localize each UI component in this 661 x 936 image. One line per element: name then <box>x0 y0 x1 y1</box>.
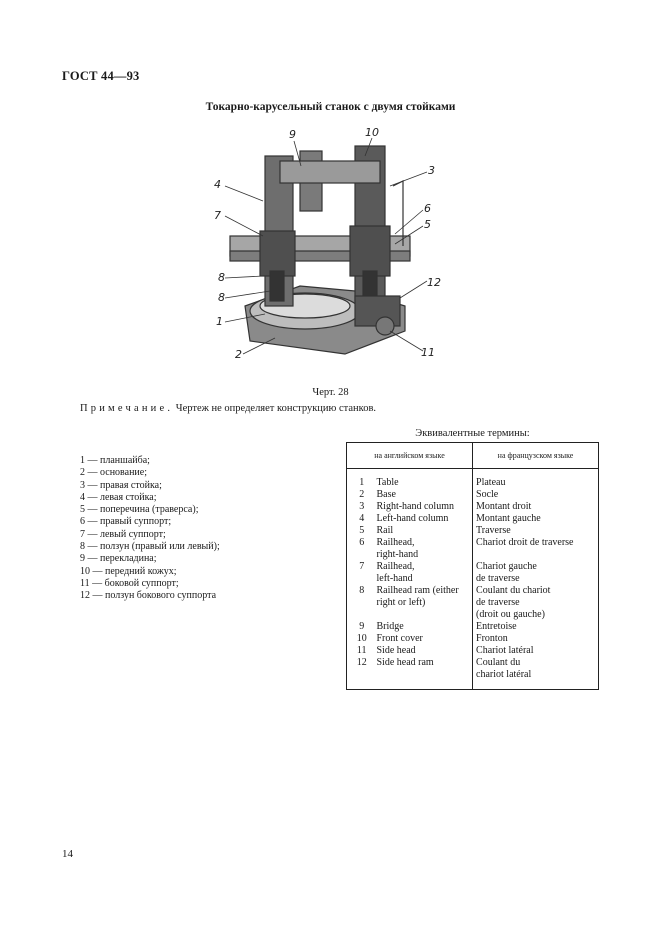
fig-label: 10 <box>365 126 379 139</box>
term-english-line: Base <box>376 489 396 500</box>
legend-item: 12 — ползун бокового суппорта <box>80 590 217 602</box>
fig-label: 6 <box>424 202 431 215</box>
term-english <box>377 513 473 525</box>
term-english <box>377 645 473 657</box>
term-french-line: Socle <box>476 489 499 500</box>
fig-label: 11 <box>421 346 435 359</box>
legend-item: 4 — левая стойка; <box>80 491 157 503</box>
term-french-line: de traverse <box>476 597 520 608</box>
term-english <box>377 501 473 513</box>
term-number: 3 <box>347 501 377 513</box>
term-french-line: chariot latéral <box>476 669 532 680</box>
term-french-line: de traverse <box>476 573 520 584</box>
legend-item: 9 — перекладина; <box>80 553 157 565</box>
term-number: 7 <box>347 561 377 585</box>
term-french-line: Traverse <box>476 525 511 536</box>
equivalents-table <box>346 442 599 690</box>
legend-item: 5 — поперечина (траверса); <box>80 504 199 516</box>
term-french-line: Chariot gauche <box>476 561 537 572</box>
fig-label: 3 <box>428 164 435 177</box>
legend-list <box>80 455 220 603</box>
fig-label: 4 <box>214 178 221 191</box>
fig-label: 8 <box>218 291 225 304</box>
term-french <box>473 585 599 621</box>
term-french-line: Chariot latéral <box>476 645 534 656</box>
doc-header: ГОСТ 44—93 <box>62 69 140 83</box>
term-english-line: Rail <box>376 525 394 536</box>
term-english <box>377 469 473 490</box>
col-header-fr: на французском языке <box>473 443 599 469</box>
equivalents-title: Эквивалентные термины: <box>415 428 530 439</box>
term-english-line: Table <box>376 477 399 488</box>
term-french <box>473 633 599 645</box>
fig-label: 8 <box>218 271 225 284</box>
legend-item: 7 — левый суппорт; <box>80 528 166 540</box>
term-french <box>473 513 599 525</box>
legend-item: 6 — правый суппорт; <box>80 516 172 528</box>
term-number: 12 <box>347 657 377 690</box>
term-number: 4 <box>347 513 377 525</box>
term-french-line: Entretoise <box>476 621 517 632</box>
table-row <box>347 645 599 657</box>
term-english-line: Right-hand column <box>376 501 454 512</box>
table-row <box>347 537 599 561</box>
term-french-line: Montant gauche <box>476 513 541 524</box>
fig-label: 1 <box>216 315 223 328</box>
legend-item: 2 — основание; <box>80 467 147 479</box>
note-label: Примечание. <box>80 403 174 414</box>
term-number: 9 <box>347 621 377 633</box>
term-number: 1 <box>347 469 377 490</box>
term-english <box>377 525 473 537</box>
table-row <box>347 657 599 690</box>
term-english <box>377 621 473 633</box>
table-row <box>347 501 599 513</box>
term-french <box>473 525 599 537</box>
term-english <box>377 585 473 621</box>
term-french-line: Plateau <box>476 477 506 488</box>
table-row <box>347 561 599 585</box>
term-number: 8 <box>347 585 377 621</box>
term-english-line: Front cover <box>376 633 423 644</box>
table-row <box>347 585 599 621</box>
term-english <box>377 657 473 690</box>
term-number: 6 <box>347 537 377 561</box>
table-row <box>347 489 599 501</box>
term-french <box>473 657 599 690</box>
term-french <box>473 645 599 657</box>
term-english-line: Railhead ram (either <box>376 585 459 596</box>
col-header-en: на английском языке <box>347 443 473 469</box>
term-french <box>473 469 599 490</box>
term-french <box>473 561 599 585</box>
machine-illustration <box>205 126 445 366</box>
table-row <box>347 513 599 525</box>
term-french-line: (droit ou gauche) <box>476 609 545 620</box>
term-english-line: left-hand <box>376 573 413 584</box>
term-english <box>377 537 473 561</box>
figure-caption: Черт. 28 <box>312 387 349 398</box>
term-english-line: right-hand <box>376 549 419 560</box>
machine-drawing <box>230 146 410 354</box>
table-row <box>347 525 599 537</box>
fig-label: 9 <box>289 128 296 141</box>
term-french-line: Montant droit <box>476 501 532 512</box>
table-row <box>347 633 599 645</box>
term-french <box>473 621 599 633</box>
term-english-line: Side head <box>376 645 416 656</box>
note <box>80 403 376 414</box>
term-french-line: Coulant du <box>476 657 521 668</box>
term-number: 5 <box>347 525 377 537</box>
term-number: 11 <box>347 645 377 657</box>
term-number: 2 <box>347 489 377 501</box>
term-french <box>473 537 599 561</box>
equivalents-table-body <box>347 469 599 690</box>
term-english <box>377 489 473 501</box>
page-title: Токарно-карусельный станок с двумя стойками <box>205 101 456 113</box>
fig-label: 5 <box>424 218 431 231</box>
term-french <box>473 501 599 513</box>
term-english <box>377 633 473 645</box>
term-english-line: Side head ram <box>376 657 434 668</box>
table-row <box>347 621 599 633</box>
legend-item: 11 — боковой суппорт; <box>80 577 179 589</box>
term-english-line: Bridge <box>376 621 404 632</box>
note-text: Чертеж не определяет конструкцию станков. <box>175 403 377 414</box>
page-number: 14 <box>62 848 73 860</box>
term-french-line: Fronton <box>476 633 508 644</box>
legend-item: 1 — планшайба; <box>80 455 150 466</box>
term-french-line: Coulant du chariot <box>476 585 551 596</box>
table-row <box>347 469 599 490</box>
term-english-line: Railhead, <box>376 537 415 548</box>
term-english-line: Left-hand column <box>376 513 449 524</box>
term-english-line: Railhead, <box>376 561 415 572</box>
fig-label: 2 <box>235 348 242 361</box>
legend-item: 8 — ползун (правый или левый); <box>80 541 220 553</box>
fig-label: 12 <box>427 276 441 289</box>
legend-item: 3 — правая стойка; <box>80 479 162 491</box>
legend-item: 10 — передний кожух; <box>80 565 177 577</box>
term-english-line: right or left) <box>376 597 426 608</box>
term-number: 10 <box>347 633 377 645</box>
fig-label: 7 <box>214 209 221 222</box>
term-french <box>473 489 599 501</box>
term-french-line: Chariot droit de traverse <box>476 537 574 548</box>
term-english <box>377 561 473 585</box>
